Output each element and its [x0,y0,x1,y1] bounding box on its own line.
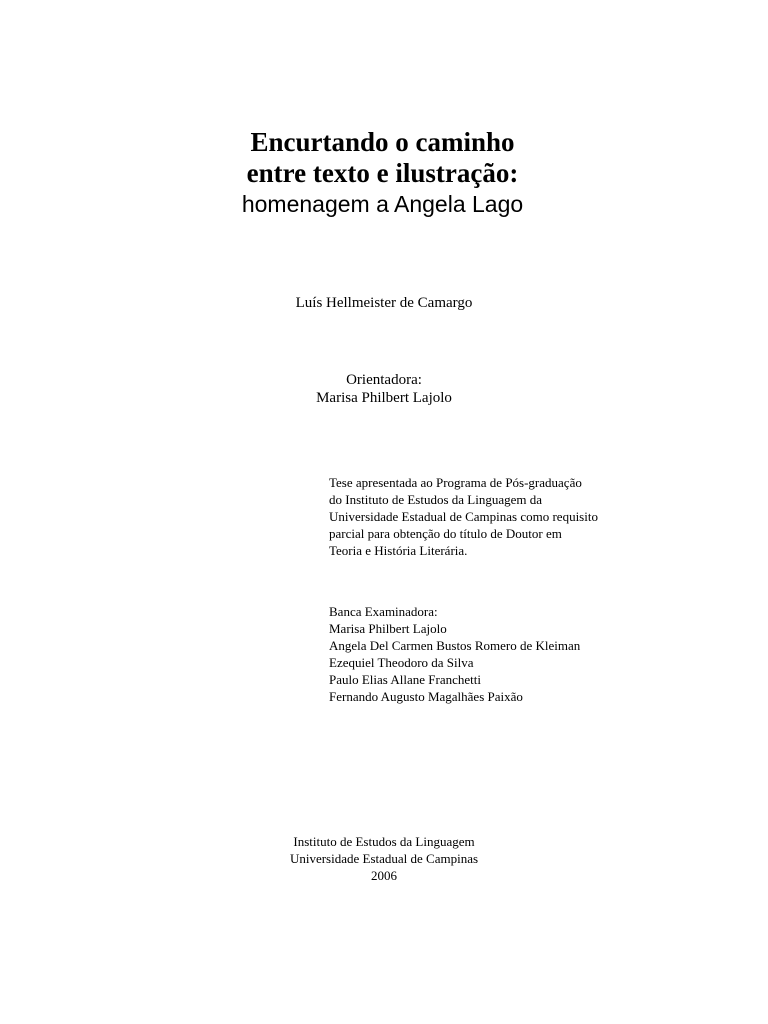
footer-institute: Instituto de Estudos da Linguagem [293,834,475,849]
author-name: Luís Hellmeister de Camargo [295,295,473,311]
committee-member: Ezequiel Theodoro da Silva [329,655,474,670]
footer-university: Universidade Estadual de Campinas [289,851,479,866]
footer-block [0,833,768,884]
thesis-note-line: do Instituto de Estudos da Linguagem da [329,492,543,507]
title-line-2: entre texto e ilustração: [246,158,519,188]
title-block [0,127,768,219]
thesis-note-line: Universidade Estadual de Campinas como requisito [329,509,598,524]
committee-list [329,620,689,705]
advisor-name: Marisa Philbert Lajolo [316,390,452,406]
footer-year: 2006 [371,868,397,883]
advisor-block [0,371,768,407]
subtitle: homenagem a Angela Lago [241,191,524,217]
committee-heading: Banca Examinadora: [329,604,438,619]
thesis-note [329,474,659,559]
title-line-1: Encurtando o caminho [250,127,515,157]
examining-committee [329,603,689,705]
committee-member: Marisa Philbert Lajolo [329,621,447,636]
thesis-note-line: parcial para obtenção do título de Doutor em [329,526,562,541]
committee-member: Angela Del Carmen Bustos Romero de Kleiman [329,638,581,653]
advisor-label: Orientadora: [346,372,422,388]
committee-member: Paulo Elias Allane Franchetti [329,672,481,687]
thesis-note-line: Teoria e História Literária. [329,543,468,558]
thesis-note-line: Tese apresentada ao Programa de Pós-graduação [329,475,582,490]
committee-member: Fernando Augusto Magalhães Paixão [329,689,523,704]
